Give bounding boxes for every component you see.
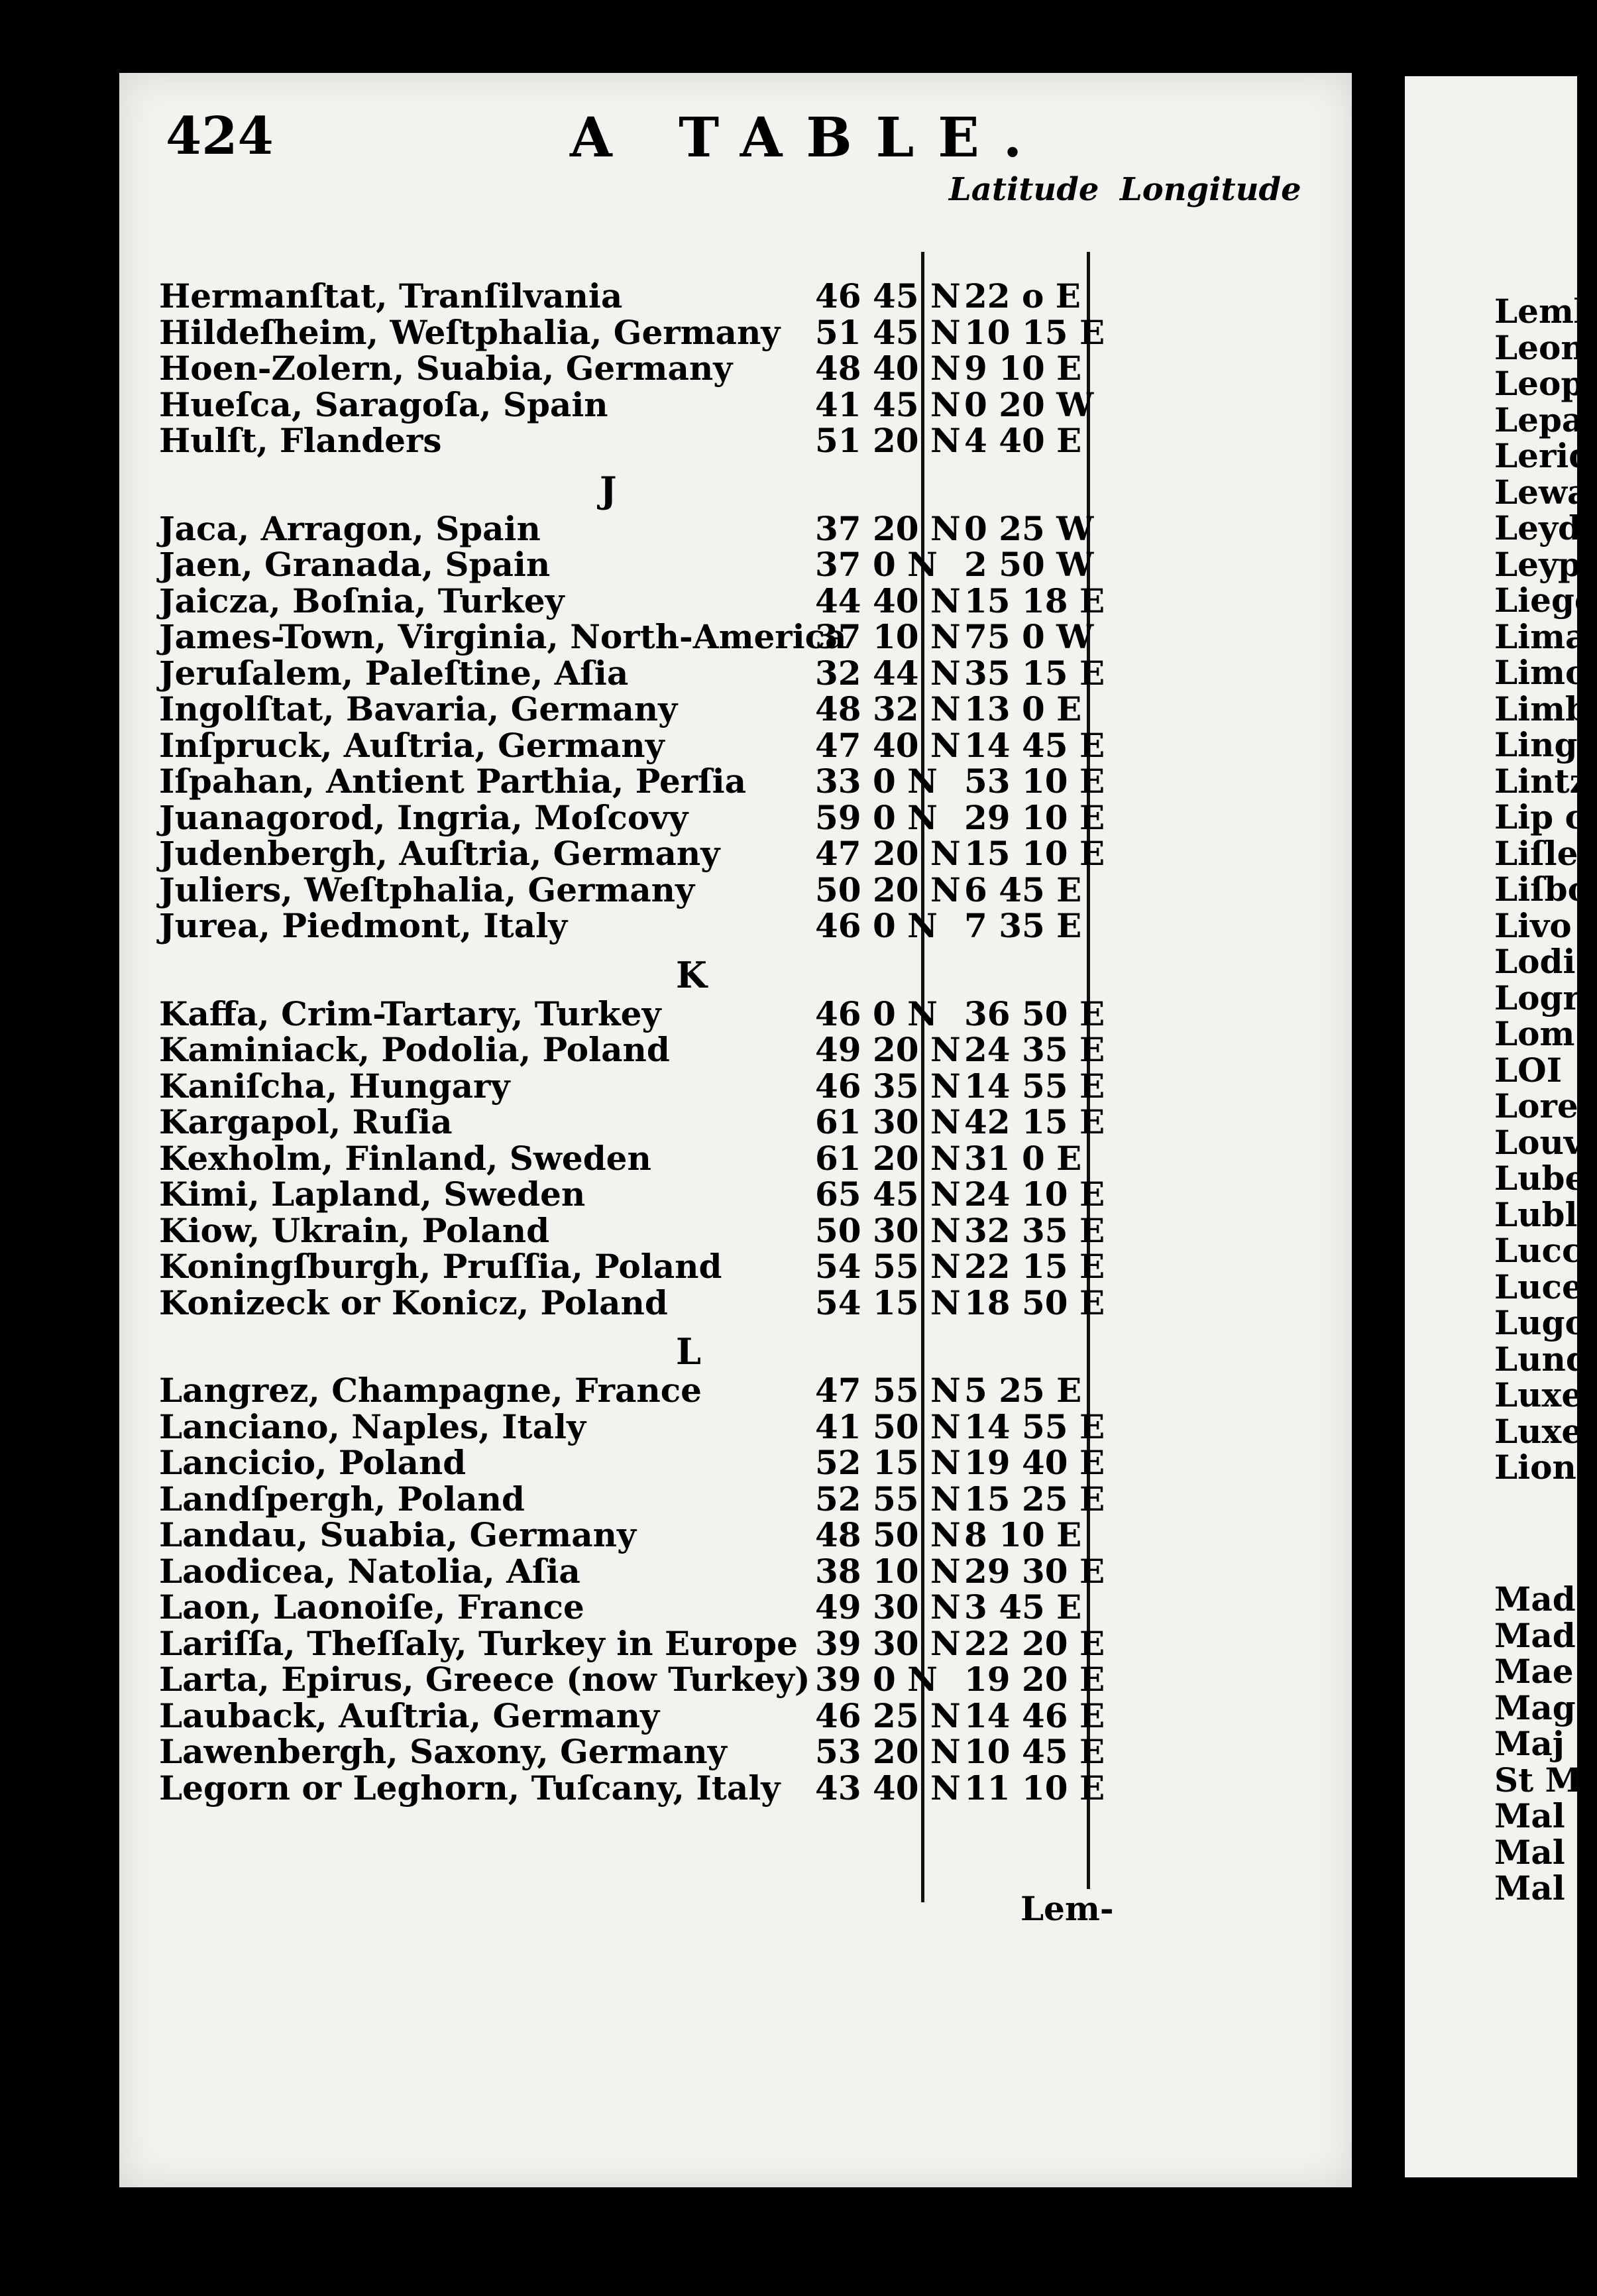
table-row — [0, 1177, 1233, 1212]
facing-line: Leop — [1494, 364, 1584, 403]
longitude-value: 14 55 E — [964, 1066, 1105, 1106]
place-name: Landau, Suabia, Germany — [159, 1515, 637, 1554]
longitude-value: 14 46 E — [964, 1695, 1105, 1735]
facing-line: Mag — [1494, 1688, 1576, 1727]
table-row — [0, 1481, 1233, 1517]
place-name: James-Town, Virginia, North-America — [159, 617, 847, 656]
table-row — [0, 725, 1233, 765]
longitude-value: 8 10 E — [964, 1515, 1082, 1554]
facing-line: Mal — [1494, 1832, 1565, 1872]
latitude-value: 37 10 N — [815, 617, 961, 656]
table-row — [0, 764, 1233, 799]
place-name: Kexholm, Finland, Sweden — [159, 1138, 651, 1178]
longitude-value: 22 20 E — [964, 1623, 1105, 1663]
facing-line: Liſle, — [1494, 833, 1590, 873]
place-name: Lauback, Auſtria, Germany — [159, 1695, 660, 1735]
section-letter: L — [676, 1330, 701, 1373]
place-name: Hueſca, Saragoſa, Spain — [159, 384, 608, 424]
place-name: Kimi, Lapland, Sweden — [159, 1175, 586, 1214]
page-number: 424 — [166, 106, 274, 166]
latitude-value: 54 15 N — [815, 1283, 961, 1322]
facing-line: Lund — [1494, 1339, 1589, 1379]
place-name: Kargapol, Ruſia — [159, 1102, 453, 1141]
latitude-value: 37 0 N — [815, 545, 938, 584]
facing-line: Lubl — [1494, 1194, 1578, 1234]
facing-line: Lodi — [1494, 942, 1576, 981]
place-name: Kaminiack, Podolia, Poland — [159, 1030, 670, 1069]
facing-line: Maj — [1494, 1724, 1565, 1763]
longitude-value: 24 35 E — [964, 1030, 1105, 1069]
latitude-value: 49 20 N — [815, 1030, 961, 1069]
table-row — [0, 384, 1233, 424]
facing-line: Lewa — [1494, 472, 1589, 512]
section-letter: J — [600, 468, 617, 511]
longitude-value: 14 55 E — [964, 1406, 1105, 1446]
facing-line: Livo — [1494, 905, 1572, 945]
latitude-value: 47 40 N — [815, 725, 961, 765]
longitude-value: 29 10 E — [964, 797, 1105, 837]
facing-line: Lom — [1494, 1014, 1575, 1053]
table-row — [0, 872, 1233, 908]
place-name: Lanciano, Naples, Italy — [159, 1406, 586, 1446]
place-name: Juanagorod, Ingria, Moſcovy — [159, 797, 688, 837]
place-name: Laodicea, Natolia, Aſia — [159, 1551, 580, 1591]
latitude-value: 39 0 N — [815, 1660, 938, 1699]
place-name: Larta, Epirus, Greece (now Turkey) — [159, 1660, 810, 1699]
facing-line: Liege — [1494, 581, 1596, 620]
latitude-value: 46 0 N — [815, 994, 938, 1033]
table-row — [0, 1734, 1233, 1770]
place-name: Koningſburgh, Pruſſia, Poland — [159, 1247, 722, 1286]
facing-line: Lucc — [1494, 1231, 1582, 1270]
facing-line: Mad — [1494, 1579, 1576, 1619]
place-name: Jaca, Arragon, Spain — [159, 508, 541, 548]
longitude-header: Longitude — [1120, 171, 1301, 208]
latitude-value: 46 0 N — [815, 906, 938, 945]
longitude-value: 6 45 E — [964, 870, 1082, 909]
latitude-value: 50 30 N — [815, 1210, 961, 1250]
longitude-value: 9 10 E — [964, 349, 1082, 388]
place-name: Juliers, Weſtphalia, Germany — [159, 870, 695, 909]
latitude-value: 52 55 N — [815, 1479, 961, 1519]
longitude-value: 29 30 E — [964, 1551, 1105, 1591]
table-row — [0, 583, 1233, 619]
latitude-value: 53 20 N — [815, 1732, 961, 1771]
latitude-value: 54 55 N — [815, 1247, 961, 1286]
table-row — [0, 1589, 1233, 1625]
place-name: Hulſt, Flanders — [159, 421, 442, 460]
place-name: Legorn or Leghorn, Tuſcany, Italy — [159, 1768, 781, 1808]
longitude-value: 32 35 E — [964, 1210, 1105, 1250]
latitude-value: 51 45 N — [815, 312, 961, 352]
latitude-value: 47 55 N — [815, 1371, 961, 1410]
table-row — [0, 1068, 1233, 1104]
longitude-value: 0 20 W — [964, 384, 1094, 424]
facing-line: Limb — [1494, 689, 1589, 728]
longitude-value: 19 20 E — [964, 1660, 1105, 1699]
latitude-value: 37 20 N — [815, 508, 961, 548]
latitude-value: 43 40 N — [815, 1768, 961, 1808]
place-name: Jaen, Granada, Spain — [159, 545, 551, 584]
table-row — [0, 1406, 1233, 1446]
facing-line: Luxe — [1494, 1375, 1583, 1414]
place-name: Lancicio, Poland — [159, 1443, 467, 1482]
place-name: Kaniſcha, Hungary — [159, 1066, 510, 1106]
place-name: Inſpruck, Auſtria, Germany — [159, 725, 665, 765]
latitude-value: 44 40 N — [815, 581, 961, 620]
facing-line: Mal — [1494, 1868, 1565, 1908]
facing-line: Lion — [1494, 1448, 1576, 1487]
place-name: Judenbergh, Auſtria, Germany — [159, 834, 720, 873]
facing-line: LOI — [1494, 1050, 1563, 1090]
facing-line: Mad — [1494, 1615, 1576, 1655]
facing-line: Limo — [1494, 653, 1588, 692]
facing-line: St M — [1494, 1760, 1582, 1800]
table-row — [0, 1138, 1233, 1178]
table-row — [0, 1032, 1233, 1068]
latitude-value: 41 45 N — [815, 384, 961, 424]
table-row — [0, 1249, 1233, 1285]
table-row — [0, 312, 1233, 352]
latitude-value: 39 30 N — [815, 1623, 961, 1663]
place-name: Hildeſheim, Weſtphalia, Germany — [159, 312, 781, 352]
longitude-value: 19 40 E — [964, 1443, 1105, 1482]
place-name: Langrez, Champagne, France — [159, 1371, 702, 1410]
latitude-value: 48 32 N — [815, 689, 961, 728]
latitude-value: 46 25 N — [815, 1695, 961, 1735]
latitude-value: 51 20 N — [815, 421, 961, 460]
table-row — [0, 1285, 1233, 1321]
table-row — [0, 1445, 1233, 1481]
longitude-value: 75 0 W — [964, 617, 1094, 656]
longitude-value: 15 25 E — [964, 1479, 1105, 1519]
table-row — [0, 547, 1233, 583]
longitude-value: 10 15 E — [964, 312, 1105, 352]
longitude-value: 18 50 E — [964, 1283, 1105, 1322]
table-row — [0, 1623, 1233, 1663]
place-name: Kiow, Ukrain, Poland — [159, 1210, 550, 1250]
latitude-value: 52 15 N — [815, 1443, 961, 1482]
latitude-value: 59 0 N — [815, 797, 938, 837]
facing-line: Lerid — [1494, 436, 1592, 475]
latitude-value: 49 30 N — [815, 1587, 961, 1627]
longitude-value: 15 18 E — [964, 581, 1105, 620]
table-row — [0, 1551, 1233, 1591]
place-name: Jurea, Piedmont, Italy — [159, 906, 568, 945]
longitude-value: 10 45 E — [964, 1732, 1105, 1771]
place-name: Hoen-Zolern, Suabia, Germany — [159, 349, 733, 388]
longitude-value: 0 25 W — [964, 508, 1094, 548]
table-row — [0, 996, 1233, 1032]
longitude-value: 22 o E — [964, 276, 1081, 316]
longitude-value: 15 10 E — [964, 834, 1105, 873]
longitude-value: 2 50 W — [964, 545, 1094, 584]
latitude-value: 48 50 N — [815, 1515, 961, 1554]
latitude-value: 41 50 N — [815, 1406, 961, 1446]
facing-line: Lemb — [1494, 292, 1597, 331]
longitude-value: 7 35 E — [964, 906, 1082, 945]
facing-line: Leon, — [1494, 327, 1597, 367]
latitude-header: Latitude — [949, 171, 1099, 208]
table-row — [0, 908, 1233, 944]
latitude-value: 61 20 N — [815, 1138, 961, 1178]
latitude-value: 32 44 N — [815, 653, 961, 693]
table-row — [0, 1210, 1233, 1250]
place-name: Ingolſtat, Bavaria, Germany — [159, 689, 678, 728]
longitude-value: 35 15 E — [964, 653, 1105, 693]
latitude-value: 47 20 N — [815, 834, 961, 873]
table-row — [0, 653, 1233, 693]
facing-line: Louv — [1494, 1122, 1583, 1162]
table-row — [0, 1695, 1233, 1735]
facing-line: Luce — [1494, 1267, 1583, 1306]
longitude-value: 36 50 E — [964, 994, 1105, 1033]
longitude-value: 13 0 E — [964, 689, 1082, 728]
place-name: Iſpahan, Antient Parthia, Perſia — [159, 762, 747, 801]
table-row — [0, 836, 1233, 872]
table-row — [0, 508, 1233, 548]
facing-line: Ling — [1494, 725, 1578, 764]
table-row — [0, 1517, 1233, 1553]
longitude-value: 14 45 E — [964, 725, 1105, 765]
longitude-value: 42 15 E — [964, 1102, 1105, 1141]
facing-line: Lube — [1494, 1159, 1586, 1198]
longitude-value: 53 10 E — [964, 762, 1105, 801]
latitude-value: 33 0 N — [815, 762, 938, 801]
facing-line: Mal — [1494, 1796, 1565, 1835]
place-name: Jaicza, Boſnia, Turkey — [159, 581, 565, 620]
place-name: Lawenbergh, Saxony, Germany — [159, 1732, 727, 1771]
page-title: A TABLE. — [570, 106, 1046, 170]
facing-line: Lugo — [1494, 1303, 1587, 1342]
table-row — [0, 1662, 1233, 1697]
longitude-value: 4 40 E — [964, 421, 1082, 460]
facing-line: Lore — [1494, 1086, 1578, 1125]
latitude-value: 46 35 N — [815, 1066, 961, 1106]
place-name: Hermanſtat, Tranſilvania — [159, 276, 623, 316]
facing-line: Mae — [1494, 1652, 1574, 1691]
catchword: Lem- — [1020, 1889, 1114, 1928]
table-row — [0, 351, 1233, 386]
longitude-value: 22 15 E — [964, 1247, 1105, 1286]
latitude-value: 38 10 N — [815, 1551, 961, 1591]
table-row — [0, 1104, 1233, 1140]
section-letter: K — [676, 953, 707, 996]
longitude-value: 11 10 E — [964, 1768, 1105, 1808]
facing-line: Leyp — [1494, 544, 1581, 584]
table-row — [0, 691, 1233, 727]
longitude-value: 24 10 E — [964, 1175, 1105, 1214]
longitude-value: 3 45 E — [964, 1587, 1082, 1627]
place-name: Laon, Laonoiſe, France — [159, 1587, 584, 1627]
latitude-value: 65 45 N — [815, 1175, 961, 1214]
facing-line: Lima — [1494, 616, 1587, 656]
latitude-value: 50 20 N — [815, 870, 961, 909]
facing-line: Leyd — [1494, 508, 1581, 547]
facing-line: Luxe — [1494, 1411, 1583, 1451]
latitude-value: 46 45 N — [815, 276, 961, 316]
table-row — [0, 1373, 1233, 1408]
table-row — [0, 423, 1233, 459]
place-name: Kaffa, Crim-Tartary, Turkey — [159, 994, 661, 1033]
place-name: Jeruſalem, Paleſtine, Aſia — [159, 653, 629, 693]
latitude-value: 48 40 N — [815, 349, 961, 388]
place-name: Landſpergh, Poland — [159, 1479, 525, 1519]
longitude-value: 5 25 E — [964, 1371, 1082, 1410]
facing-line: Lepa — [1494, 400, 1584, 439]
table-row — [0, 1770, 1233, 1806]
facing-line: Lintz — [1494, 761, 1588, 801]
longitude-value: 31 0 E — [964, 1138, 1082, 1178]
facing-line: Logr — [1494, 978, 1580, 1017]
table-row — [0, 619, 1233, 655]
place-name: Lariſſa, Theſſaly, Turkey in Europe — [159, 1623, 798, 1663]
facing-line: Lip c — [1494, 797, 1585, 836]
facing-line: Liſbo — [1494, 870, 1590, 909]
place-name: Konizeck or Konicz, Poland — [159, 1283, 668, 1322]
table-row — [0, 797, 1233, 837]
table-row — [0, 278, 1233, 314]
latitude-value: 61 30 N — [815, 1102, 961, 1141]
